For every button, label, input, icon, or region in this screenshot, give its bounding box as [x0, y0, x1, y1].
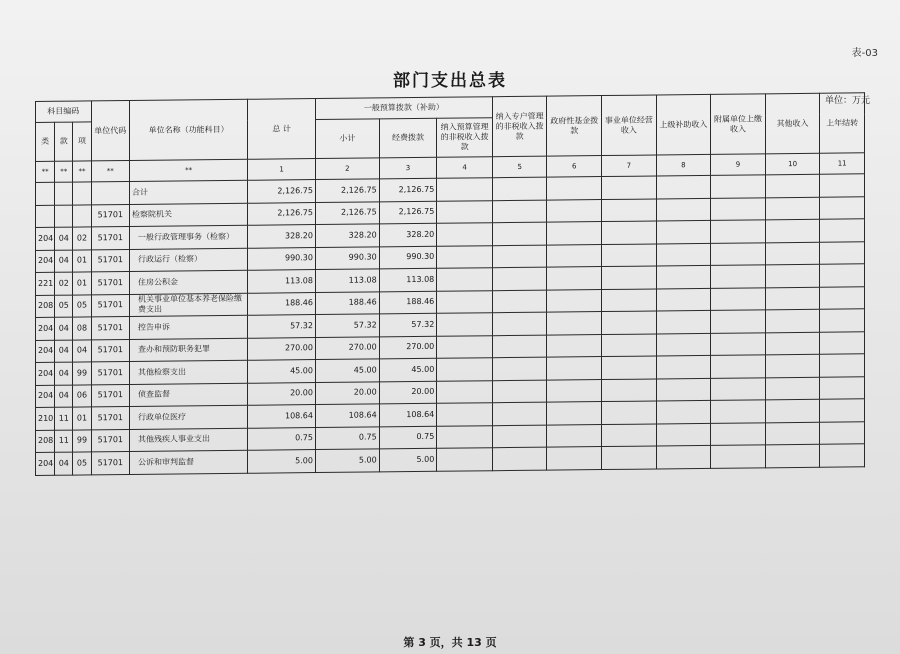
xiang-cell: 01	[73, 272, 91, 295]
empty-cell	[765, 174, 820, 197]
subtotal-cell: 57.32	[315, 314, 379, 337]
column-index-cell: 5	[492, 156, 547, 178]
unit-name-cell: 住房公积金	[130, 270, 248, 294]
empty-cell	[437, 358, 493, 381]
total-cell: 20.00	[248, 382, 316, 405]
lei-cell: 204	[36, 340, 55, 363]
kuan-cell: 04	[55, 385, 73, 408]
column-index-cell: **	[130, 159, 248, 181]
empty-cell	[492, 447, 547, 470]
total-cell: 0.75	[248, 427, 316, 450]
kuan-cell: 04	[55, 452, 73, 475]
xiang-cell: 01	[73, 249, 91, 272]
lei-cell: 221	[36, 272, 55, 295]
lei-cell: 204	[36, 317, 55, 340]
expenditure-table	[35, 92, 865, 475]
empty-cell	[711, 377, 766, 400]
empty-cell	[711, 422, 766, 445]
empty-cell	[602, 176, 657, 199]
empty-cell	[711, 175, 766, 198]
empty-cell	[820, 286, 865, 309]
unit-code-cell	[91, 182, 129, 205]
kuan-cell: 04	[55, 227, 73, 250]
xiang-cell: 06	[73, 384, 91, 407]
kuan-cell	[55, 182, 73, 205]
total-cell: 270.00	[248, 337, 316, 360]
empty-cell	[437, 245, 493, 268]
empty-cell	[437, 425, 493, 448]
unit-code-cell: 51701	[91, 362, 129, 385]
column-index-cell: 6	[547, 156, 602, 178]
unit-code-cell: 51701	[91, 339, 129, 362]
empty-cell	[765, 309, 820, 332]
column-index-cell: 7	[602, 155, 657, 177]
empty-cell	[820, 219, 865, 242]
unit-code-cell: 51701	[91, 407, 129, 430]
empty-cell	[547, 379, 602, 402]
funding-header: 经费拨款	[379, 118, 437, 158]
empty-cell	[820, 354, 865, 377]
empty-cell	[711, 355, 766, 378]
empty-cell	[656, 243, 711, 266]
total-cell: 2,126.75	[248, 180, 316, 203]
xiang-cell: 08	[73, 317, 91, 340]
funding-cell: 2,126.75	[379, 178, 437, 201]
funding-cell: 270.00	[379, 336, 437, 359]
empty-cell	[437, 313, 493, 336]
empty-cell	[656, 265, 711, 288]
unit-code-cell: 51701	[91, 452, 129, 475]
funding-cell: 328.20	[379, 223, 437, 246]
empty-cell	[547, 402, 602, 425]
business-income-header: 事业单位经营收入	[602, 95, 657, 156]
empty-cell	[711, 310, 766, 333]
empty-cell	[711, 220, 766, 243]
unit-code-header: 单位代码	[91, 101, 129, 161]
funding-cell: 108.64	[379, 403, 437, 426]
kuan-cell: 04	[55, 317, 73, 340]
empty-cell	[765, 242, 820, 265]
subtotal-cell: 5.00	[315, 449, 379, 472]
funding-cell: 990.30	[379, 246, 437, 269]
total-cell: 108.64	[248, 405, 316, 428]
empty-cell	[547, 357, 602, 380]
xiang-cell	[73, 182, 91, 205]
unit-code-cell: 51701	[91, 227, 129, 250]
affiliate-income-header: 附属单位上缴收入	[711, 94, 766, 155]
kuan-cell: 04	[55, 362, 73, 385]
carryover-header: 上年结转	[820, 93, 865, 153]
page-title: 部门支出总表	[393, 71, 507, 91]
lei-cell: 208	[36, 430, 55, 453]
empty-cell	[820, 264, 865, 287]
empty-cell	[656, 355, 711, 378]
empty-cell	[656, 220, 711, 243]
empty-cell	[492, 200, 547, 223]
empty-cell	[820, 376, 865, 399]
xiang-header: 项	[73, 122, 91, 161]
lei-cell: 204	[36, 362, 55, 385]
total-cell: 188.46	[248, 292, 316, 315]
budget-mgmt-header: 纳入预算管理的非税收入拨款	[437, 118, 493, 158]
empty-cell	[656, 310, 711, 333]
column-index-cell: **	[36, 161, 55, 182]
kuan-cell: 04	[55, 340, 73, 363]
unit-name-cell: 行政运行（检察）	[130, 248, 248, 272]
funding-cell: 5.00	[379, 448, 437, 471]
xiang-cell: 99	[73, 429, 91, 452]
funding-cell: 0.75	[379, 426, 437, 449]
unit-name-cell: 查办和预防职务犯罪	[130, 338, 248, 362]
gov-fund-header: 政府性基金拨款	[547, 96, 602, 157]
empty-cell	[492, 290, 547, 313]
column-index-cell: **	[73, 161, 91, 182]
empty-cell	[492, 312, 547, 335]
empty-cell	[711, 332, 766, 355]
column-index-cell: 1	[248, 159, 316, 181]
unit-code-cell: 51701	[91, 204, 129, 227]
unit-code-cell: 51701	[91, 384, 129, 407]
xiang-cell: 05	[73, 452, 91, 475]
kuan-cell: 02	[55, 272, 73, 295]
subtotal-cell: 0.75	[315, 426, 379, 449]
empty-cell	[492, 357, 547, 380]
column-index-cell: 3	[379, 157, 437, 179]
empty-cell	[820, 421, 865, 444]
subtotal-cell: 45.00	[315, 359, 379, 382]
empty-cell	[547, 199, 602, 222]
unit-code-cell: 51701	[91, 294, 129, 317]
unit-name-cell: 合计	[130, 180, 248, 204]
subtotal-cell: 2,126.75	[315, 179, 379, 202]
empty-cell	[437, 268, 493, 291]
unit-name-cell: 其他残疾人事业支出	[130, 428, 248, 452]
empty-cell	[547, 267, 602, 290]
subtotal-cell: 270.00	[315, 336, 379, 359]
funding-cell: 188.46	[379, 291, 437, 314]
lei-cell: 204	[36, 452, 55, 475]
table-body	[36, 174, 865, 475]
empty-cell	[656, 378, 711, 401]
empty-cell	[492, 222, 547, 245]
empty-cell	[547, 447, 602, 470]
unit-name-cell: 行政单位医疗	[130, 405, 248, 429]
empty-cell	[602, 356, 657, 379]
empty-cell	[656, 288, 711, 311]
empty-cell	[437, 290, 493, 313]
expenditure-table-wrapper	[35, 92, 865, 475]
funding-cell: 20.00	[379, 381, 437, 404]
empty-cell	[765, 354, 820, 377]
empty-cell	[765, 444, 820, 467]
empty-cell	[711, 400, 766, 423]
total-cell: 990.30	[248, 247, 316, 270]
empty-cell	[602, 311, 657, 334]
kuan-cell: 04	[55, 250, 73, 273]
column-index-cell: 11	[820, 153, 865, 174]
empty-cell	[492, 245, 547, 268]
subtotal-header: 小计	[315, 119, 379, 159]
special-account-header: 纳入专户管理的非税收入拨款	[492, 96, 547, 157]
empty-cell	[765, 264, 820, 287]
empty-cell	[602, 378, 657, 401]
kuan-cell: 05	[55, 295, 73, 318]
unit-code-cell: 51701	[91, 317, 129, 340]
column-index-cell: 2	[315, 158, 379, 180]
empty-cell	[602, 198, 657, 221]
column-index-cell: **	[91, 161, 129, 182]
empty-cell	[820, 444, 865, 467]
empty-cell	[711, 287, 766, 310]
unit-name-cell: 机关事业单位基本养老保险缴费支出	[130, 293, 248, 317]
unit-code-cell: 51701	[91, 429, 129, 452]
funding-cell: 57.32	[379, 313, 437, 336]
empty-cell	[437, 448, 493, 471]
lei-cell: 204	[36, 250, 55, 273]
empty-cell	[492, 402, 547, 425]
lei-cell	[36, 205, 55, 228]
empty-cell	[765, 332, 820, 355]
empty-cell	[547, 222, 602, 245]
empty-cell	[711, 265, 766, 288]
unit-name-cell: 侦查监督	[130, 383, 248, 407]
column-index-cell: 10	[765, 153, 820, 175]
empty-cell	[820, 241, 865, 264]
xiang-cell	[73, 204, 91, 227]
empty-cell	[437, 335, 493, 358]
empty-cell	[602, 423, 657, 446]
column-index-cell: 4	[437, 157, 493, 179]
kuan-header: 款	[55, 122, 73, 161]
empty-cell	[492, 267, 547, 290]
empty-cell	[492, 380, 547, 403]
empty-cell	[656, 198, 711, 221]
total-cell: 45.00	[248, 360, 316, 383]
subtotal-cell: 108.64	[315, 404, 379, 427]
kuan-cell: 11	[55, 407, 73, 430]
empty-cell	[656, 333, 711, 356]
total-cell: 328.20	[248, 225, 316, 248]
empty-cell	[765, 399, 820, 422]
unit-code-cell: 51701	[91, 249, 129, 272]
column-index-cell: **	[55, 161, 73, 182]
xiang-cell: 01	[73, 407, 91, 430]
table-number: 表-03	[851, 48, 878, 59]
empty-cell	[602, 266, 657, 289]
empty-cell	[602, 243, 657, 266]
empty-cell	[656, 445, 711, 468]
kuan-cell	[55, 205, 73, 228]
empty-cell	[492, 177, 547, 200]
empty-cell	[656, 423, 711, 446]
empty-cell	[602, 333, 657, 356]
xiang-cell: 05	[73, 294, 91, 317]
general-budget-header: 一般预算拨款（补助）	[315, 97, 492, 120]
other-income-header: 其他收入	[765, 93, 820, 154]
lei-cell	[36, 182, 55, 205]
empty-cell	[765, 287, 820, 310]
empty-cell	[492, 335, 547, 358]
total-cell: 5.00	[248, 450, 316, 473]
subtotal-cell: 2,126.75	[315, 201, 379, 224]
empty-cell	[547, 244, 602, 267]
lei-cell: 204	[36, 385, 55, 408]
kuan-cell: 11	[55, 430, 73, 453]
empty-cell	[765, 197, 820, 220]
unit-name-cell: 控告申诉	[130, 315, 248, 339]
empty-cell	[602, 221, 657, 244]
empty-cell	[820, 399, 865, 422]
empty-cell	[547, 334, 602, 357]
empty-cell	[547, 424, 602, 447]
funding-cell: 113.08	[379, 268, 437, 291]
empty-cell	[547, 177, 602, 200]
empty-cell	[602, 288, 657, 311]
empty-cell	[820, 196, 865, 219]
empty-cell	[820, 331, 865, 354]
column-index-cell: 9	[711, 154, 766, 176]
empty-cell	[765, 219, 820, 242]
subject-code-header: 科目编码	[36, 101, 92, 123]
unit-code-cell: 51701	[91, 272, 129, 295]
funding-cell: 45.00	[379, 358, 437, 381]
empty-cell	[437, 178, 493, 201]
unit-name-header: 单位名称（功能科目）	[130, 99, 248, 160]
total-cell: 57.32	[248, 315, 316, 338]
subtotal-cell: 990.30	[315, 246, 379, 269]
empty-cell	[602, 401, 657, 424]
empty-cell	[820, 309, 865, 332]
empty-cell	[820, 174, 865, 197]
column-index-cell: 8	[656, 154, 711, 176]
unit-name-cell: 公诉和审判监督	[130, 450, 248, 474]
empty-cell	[656, 175, 711, 198]
superior-subsidy-header: 上级补助收入	[656, 94, 711, 155]
total-cell: 2,126.75	[248, 202, 316, 225]
funding-cell: 2,126.75	[379, 201, 437, 224]
page-footer: 第 3 页，共 13 页	[403, 636, 497, 649]
empty-cell	[437, 380, 493, 403]
xiang-cell: 04	[73, 339, 91, 362]
subtotal-cell: 328.20	[315, 224, 379, 247]
unit-name-cell: 检察院机关	[130, 203, 248, 227]
lei-header: 类	[36, 122, 55, 161]
unit-label: 单位：万元	[824, 96, 870, 106]
subtotal-cell: 113.08	[315, 269, 379, 292]
xiang-cell: 99	[73, 362, 91, 385]
empty-cell	[602, 446, 657, 469]
lei-cell: 210	[36, 407, 55, 430]
total-header: 总 计	[248, 99, 316, 160]
unit-name-cell: 一般行政管理事务（检察）	[130, 225, 248, 249]
lei-cell: 208	[36, 295, 55, 318]
unit-name-cell: 其他检察支出	[130, 360, 248, 384]
empty-cell	[492, 425, 547, 448]
empty-cell	[711, 445, 766, 468]
empty-cell	[765, 422, 820, 445]
empty-cell	[437, 200, 493, 223]
total-cell: 113.08	[248, 270, 316, 293]
empty-cell	[711, 242, 766, 265]
xiang-cell: 02	[73, 227, 91, 250]
empty-cell	[765, 377, 820, 400]
empty-cell	[547, 312, 602, 335]
empty-cell	[437, 403, 493, 426]
empty-cell	[656, 400, 711, 423]
lei-cell: 204	[36, 227, 55, 250]
empty-cell	[547, 289, 602, 312]
subtotal-cell: 20.00	[315, 381, 379, 404]
empty-cell	[437, 223, 493, 246]
subtotal-cell: 188.46	[315, 291, 379, 314]
empty-cell	[711, 197, 766, 220]
